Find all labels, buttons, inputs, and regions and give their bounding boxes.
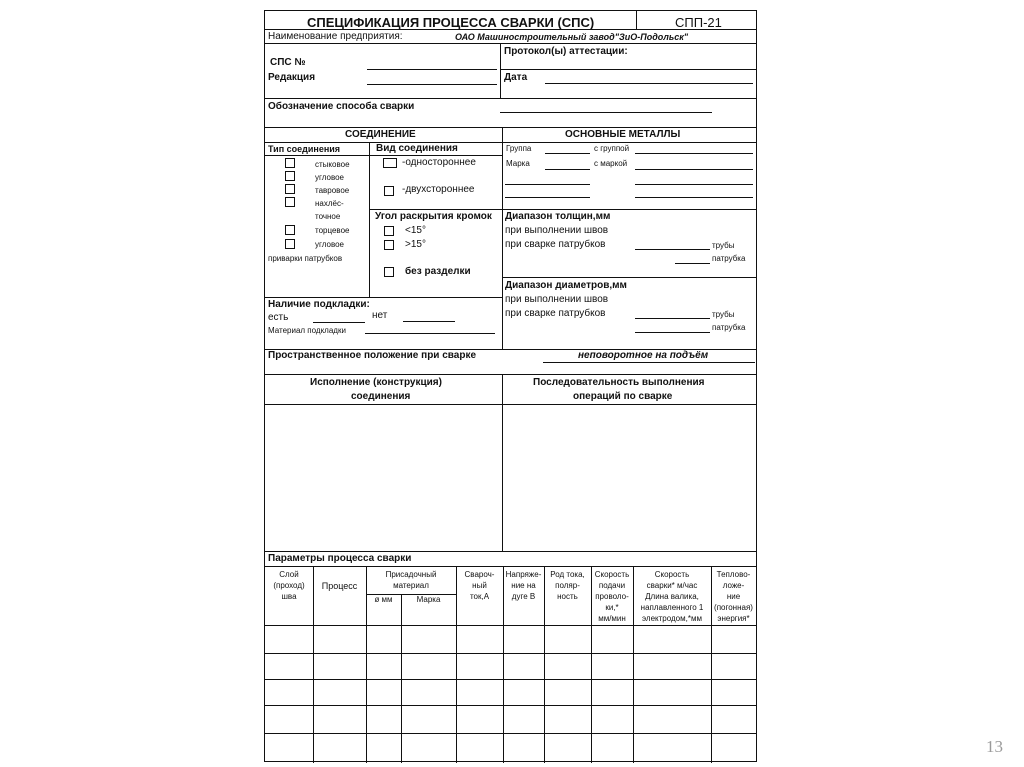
header-line: ние на xyxy=(511,581,536,590)
header-line: подачи xyxy=(598,581,626,590)
header-line: ложе- xyxy=(722,581,745,590)
kind-one-side: -одностороннее xyxy=(402,157,476,168)
specification-form xyxy=(264,10,757,762)
diameter-nozzle-line[interactable] xyxy=(635,332,710,333)
params-title: Параметры процесса сварки xyxy=(268,553,412,564)
rule xyxy=(500,69,756,70)
no-bevel-label: без разделки xyxy=(405,266,471,277)
rule xyxy=(265,43,756,44)
enterprise-label: Наименование предприятия: xyxy=(268,31,403,42)
title-divider xyxy=(636,11,637,29)
position-value: неповоротное на подъём xyxy=(578,350,709,361)
rule xyxy=(265,551,756,552)
checkbox-butt[interactable] xyxy=(285,158,295,168)
enterprise-value: ОАО Машиностроительный завод"ЗиО-Подольск" xyxy=(455,32,689,42)
thickness-nozzle-label: при сварке патрубков xyxy=(505,239,606,250)
rule xyxy=(265,127,756,128)
header-line: шва xyxy=(281,592,297,601)
header-line: поляр- xyxy=(555,581,580,590)
header-line: ность xyxy=(557,592,578,601)
method-line[interactable] xyxy=(500,112,712,113)
backing-material-line[interactable] xyxy=(365,333,495,334)
diameter-pipe-line[interactable] xyxy=(635,318,710,319)
header-line: мм/мин xyxy=(598,614,626,623)
header-line: наплавленного 1 xyxy=(640,603,704,612)
form-code: СПП-21 xyxy=(675,15,722,30)
revision-line[interactable] xyxy=(367,84,497,85)
group-label: Группа xyxy=(506,144,532,153)
rule xyxy=(369,209,502,210)
group-line[interactable] xyxy=(545,153,590,154)
pipe-welding-label: приварки патрубков xyxy=(268,254,343,263)
joint-type-edge: торцевое xyxy=(315,226,350,235)
checkbox-angle-less-15[interactable] xyxy=(384,226,394,236)
header-line: ки,* xyxy=(605,603,619,612)
grade-label: Марка xyxy=(506,159,530,168)
thickness-nozzle-line[interactable] xyxy=(675,263,710,264)
position-line xyxy=(543,362,755,363)
grade-line[interactable] xyxy=(545,169,590,170)
grade-line-3[interactable] xyxy=(505,197,590,198)
header-line: электродом,*мм xyxy=(642,614,702,623)
col-layer-header xyxy=(265,569,313,602)
design-title-1: Исполнение (конструкция) xyxy=(310,377,442,388)
backing-yes-line[interactable] xyxy=(313,322,365,323)
position-label: Пространственное положение при сварке xyxy=(268,350,477,361)
diameter-seam-label: при выполнении швов xyxy=(505,294,609,305)
checkbox-one-side[interactable] xyxy=(383,158,397,168)
header-line: проволо- xyxy=(595,592,629,601)
header-line: ный xyxy=(472,581,487,590)
rule xyxy=(502,209,756,210)
checkbox-no-bevel[interactable] xyxy=(384,267,394,277)
header-line: (погонная) xyxy=(714,603,753,612)
sequence-area[interactable] xyxy=(503,405,756,551)
col-voltage-header xyxy=(503,569,544,602)
joint-type-tee: тавровое xyxy=(315,186,350,195)
checkbox-corner-pipe[interactable] xyxy=(285,239,295,249)
checkbox-two-side[interactable] xyxy=(384,186,394,196)
header-line: ние xyxy=(726,592,741,601)
grade-line-2[interactable] xyxy=(505,184,590,185)
angle-less-15: <15° xyxy=(405,225,426,236)
header-line: Присадочный xyxy=(385,570,437,579)
thickness-pipe-line[interactable] xyxy=(635,249,710,250)
form-title: СПЕЦИФИКАЦИЯ ПРОЦЕССА СВАРКИ (СПС) xyxy=(307,15,595,30)
col-weld-speed-header xyxy=(633,569,711,624)
table-row xyxy=(265,625,756,626)
header-line: (проход) xyxy=(273,581,305,590)
diameter-title: Диапазон диаметров,мм xyxy=(505,280,627,291)
rule xyxy=(265,98,756,99)
angle-more-15: >15° xyxy=(405,239,426,250)
col-current-header xyxy=(456,569,503,602)
checkbox-corner[interactable] xyxy=(285,171,295,181)
with-group-label: с группой xyxy=(594,144,630,153)
rule xyxy=(502,277,756,278)
header-line: Напряже- xyxy=(505,570,542,579)
sequence-title-2: операций по сварке xyxy=(573,391,673,402)
header-line: Скорость xyxy=(594,570,630,579)
joint-type-lap-1: нахлёс- xyxy=(315,199,344,208)
checkbox-edge[interactable] xyxy=(285,225,295,235)
table-row xyxy=(265,653,756,654)
header-line: сварки* м/час xyxy=(646,581,698,590)
table-row xyxy=(265,733,756,734)
section-divider xyxy=(502,127,503,349)
diameter-nozzle-unit: патрубка xyxy=(712,323,746,332)
checkbox-angle-more-15[interactable] xyxy=(384,240,394,250)
sequence-title-1: Последовательность выполнения xyxy=(533,377,705,388)
sps-number-line[interactable] xyxy=(367,69,497,70)
thickness-seam-label: при выполнении швов xyxy=(505,225,609,236)
diameter-nozzle-label: при сварке патрубков xyxy=(505,308,606,319)
with-grade-line[interactable] xyxy=(635,169,753,170)
col-heat-header xyxy=(711,569,756,624)
rule xyxy=(265,29,756,30)
with-grade-line-3[interactable] xyxy=(635,197,753,198)
joint-type-lap-2: точное xyxy=(315,212,341,221)
rule xyxy=(265,142,756,143)
col-process-header: Процесс xyxy=(321,581,358,591)
with-grade-line-2[interactable] xyxy=(635,184,753,185)
sps-number-label: СПС № xyxy=(270,57,306,68)
joint-title: СОЕДИНЕНИЕ xyxy=(345,129,416,140)
header-line: Длина валика, xyxy=(645,592,699,601)
header-line: Теплово- xyxy=(716,570,751,579)
design-title-2: соединения xyxy=(351,391,411,402)
rule xyxy=(265,297,502,298)
header-line: Скорость xyxy=(654,570,690,579)
backing-no: нет xyxy=(372,310,388,321)
header-line: дуге В xyxy=(511,592,536,601)
col-diameter-header: ø мм xyxy=(374,595,393,604)
joint-type-corner-pipe: угловое xyxy=(315,240,345,249)
thickness-nozzle-unit: патрубка xyxy=(712,254,746,263)
rule xyxy=(265,566,756,567)
checkbox-lap[interactable] xyxy=(285,197,295,207)
col-polarity-header xyxy=(544,569,591,602)
table-row xyxy=(265,679,756,680)
block-divider xyxy=(500,43,501,98)
backing-label: Наличие подкладки: xyxy=(268,299,370,310)
thickness-title: Диапазон толщин,мм xyxy=(505,211,611,222)
joint-kind-header: Вид соединения xyxy=(376,143,458,154)
with-group-line[interactable] xyxy=(635,153,753,154)
backing-no-line[interactable] xyxy=(403,321,455,322)
with-grade-label: с маркой xyxy=(594,159,628,168)
date-label: Дата xyxy=(504,72,528,83)
date-line[interactable] xyxy=(545,83,753,84)
joint-divider xyxy=(369,142,370,297)
method-label: Обозначение способа сварки xyxy=(268,101,415,112)
page-number: 13 xyxy=(986,737,1003,756)
header-line: Слой xyxy=(279,570,299,579)
col-wire-speed-header xyxy=(591,569,633,624)
design-sketch-area[interactable] xyxy=(265,405,501,551)
metals-title: ОСНОВНЫЕ МЕТАЛЛЫ xyxy=(565,129,681,140)
backing-material-label: Материал подкладки xyxy=(268,326,346,335)
rule xyxy=(265,155,502,156)
col-grade-header: Марка xyxy=(416,595,441,604)
header-line: энергия* xyxy=(717,614,750,623)
table-row xyxy=(265,705,756,706)
joint-type-header: Тип соединения xyxy=(268,144,341,154)
angle-header: Угол раскрытия кромок xyxy=(375,211,492,222)
checkbox-tee[interactable] xyxy=(285,184,295,194)
joint-type-butt: стыковое xyxy=(315,160,350,169)
kind-two-side: -двухстороннее xyxy=(402,184,475,195)
header-line: Род тока, xyxy=(550,570,585,579)
revision-label: Редакция xyxy=(268,72,316,83)
thickness-pipe-label: трубы xyxy=(712,241,735,250)
rule xyxy=(265,374,756,375)
joint-type-corner: угловое xyxy=(315,173,345,182)
header-line: ток,А xyxy=(469,592,490,601)
col-filler-header xyxy=(366,569,456,591)
diameter-pipe-label: трубы xyxy=(712,310,735,319)
header-line: материал xyxy=(393,581,429,590)
protocol-label: Протокол(ы) аттестации: xyxy=(504,46,628,57)
backing-yes: есть xyxy=(268,312,289,323)
header-line: Свароч- xyxy=(464,570,495,579)
